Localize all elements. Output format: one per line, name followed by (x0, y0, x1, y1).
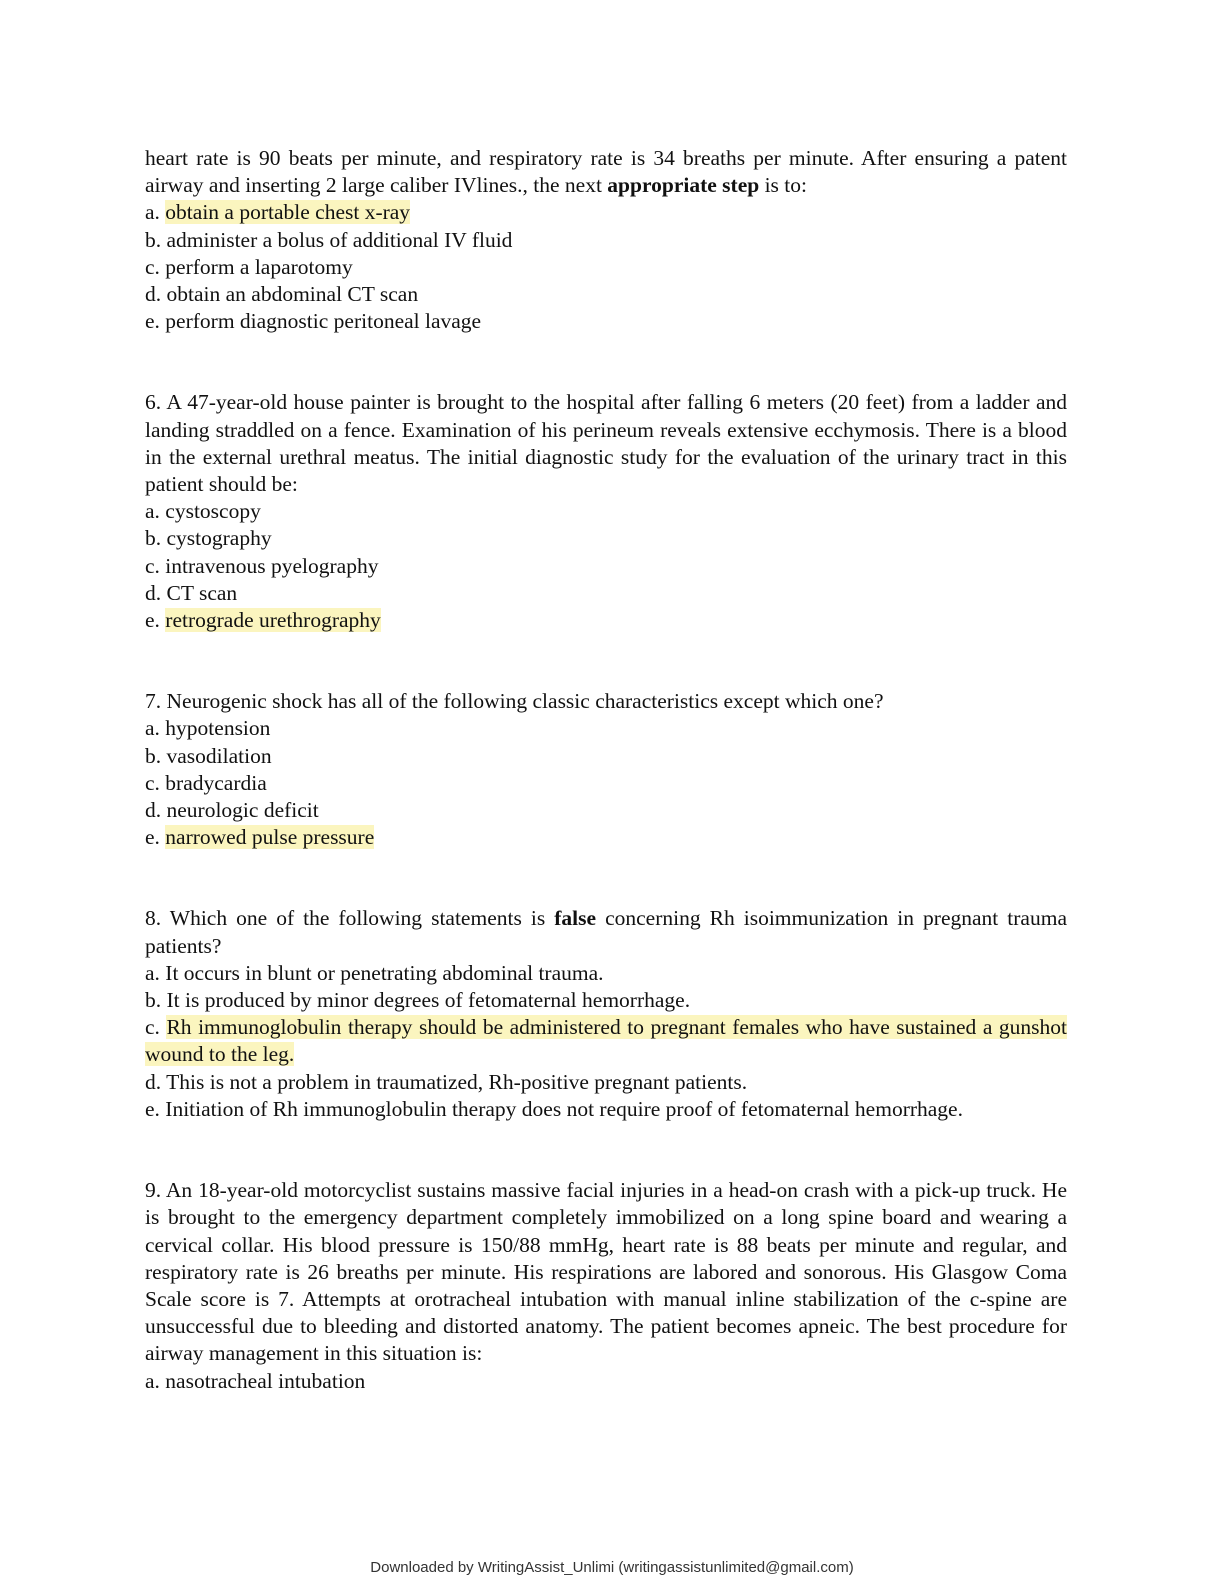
highlighted-answer: narrowed pulse pressure (165, 825, 375, 850)
option-8b: b. It is produced by minor degrees of fetomaternal hemorrhage. (145, 988, 691, 1013)
emphasis-text: appropriate step (607, 173, 760, 198)
question-8-stem: 8. Which one of the following statements is false concerning Rh isoimmunization in pregnant trauma patients? (145, 906, 1067, 958)
question-7-stem: 7. Neurogenic shock has all of the following classic characteristics except which one? (145, 689, 884, 714)
document-page (145, 145, 1067, 1395)
question-6-stem: 6. A 47-year-old house painter is brought to the hospital after falling 6 meters (20 feet) from a ladder and landing straddled on a fence. Examination of his perineum reveals extensive ecchymosis. There is a blood in the external urethral meatus. The initial diagnostic study for the evaluation of the urinary tract in this patient should be: (145, 390, 1067, 497)
download-footer: Downloaded by WritingAssist_Unlimi (writingassistunlimited@gmail.com) (370, 1559, 854, 1576)
option-8a: a. It occurs in blunt or penetrating abdominal trauma. (145, 960, 604, 985)
option-6e: e. retrograde urethrography (145, 608, 381, 633)
spacer (145, 1123, 1067, 1177)
highlighted-answer: obtain a portable chest x-ray (165, 200, 411, 225)
option-7d: d. neurologic deficit (145, 798, 319, 823)
spacer (145, 335, 1067, 389)
option-5b: b. administer a bolus of additional IV fluid (145, 227, 513, 252)
option-7e: e. narrowed pulse pressure (145, 825, 375, 850)
option-5e: e. perform diagnostic peritoneal lavage (145, 309, 482, 334)
option-5d: d. obtain an abdominal CT scan (145, 282, 419, 307)
option-6a: a. cystoscopy (145, 499, 261, 524)
highlighted-answer: retrograde urethrography (165, 608, 381, 633)
spacer (145, 851, 1067, 905)
emphasis-text: false (554, 906, 597, 931)
option-6c: c. intravenous pyelography (145, 553, 379, 578)
option-5c: c. perform a laparotomy (145, 254, 353, 279)
option-6b: b. cystography (145, 526, 272, 551)
option-8c: c. Rh immunoglobulin therapy should be administered to pregnant females who have sustained a gunshot wound to the leg. (145, 1015, 1067, 1067)
option-8e: e. Initiation of Rh immunoglobulin therapy does not require proof of fetomaternal hemorrhage. (145, 1096, 963, 1121)
highlighted-answer: Rh immunoglobulin therapy should be administered to pregnant females who have sustained a gunshot wound to the leg. (145, 1015, 1067, 1067)
option-5a: a. obtain a portable chest x-ray (145, 200, 411, 225)
question-9-stem: 9. An 18-year-old motorcyclist sustains massive facial injuries in a head-on crash with a pick-up truck. He is brought to the emergency department completely immobilized on a long spine board and wearing a cervical collar. His blood pressure is 150/88 mmHg, heart rate is 88 beats per minute and regular, and respiratory rate is 26 breaths per minute. His respirations are labored and sonorous. His Glasgow Coma Scale score is 7. Attempts at orotracheal intubation with manual inline stabilization of the c-spine are unsuccessful due to bleeding and distorted anatomy. The patient becomes apneic. The best procedure for airway management in this situation is: (145, 1178, 1067, 1366)
option-7c: c. bradycardia (145, 770, 267, 795)
question-5-stem: heart rate is 90 beats per minute, and respiratory rate is 34 breaths per minute. After ensuring a patent airway and inserting 2 large caliber IVlines., the next appropriate step is to: (145, 146, 1067, 198)
question-9 (145, 1177, 1067, 1395)
spacer (145, 634, 1067, 688)
question-7 (145, 688, 1067, 851)
option-8d: d. This is not a problem in traumatized, Rh-positive pregnant patients. (145, 1069, 748, 1094)
option-7b: b. vasodilation (145, 743, 272, 768)
option-9a: a. nasotracheal intubation (145, 1368, 366, 1393)
question-6 (145, 389, 1067, 634)
option-7a: a. hypotension (145, 716, 271, 741)
option-6d: d. CT scan (145, 580, 238, 605)
question-5 (145, 145, 1067, 335)
question-8 (145, 905, 1067, 1123)
